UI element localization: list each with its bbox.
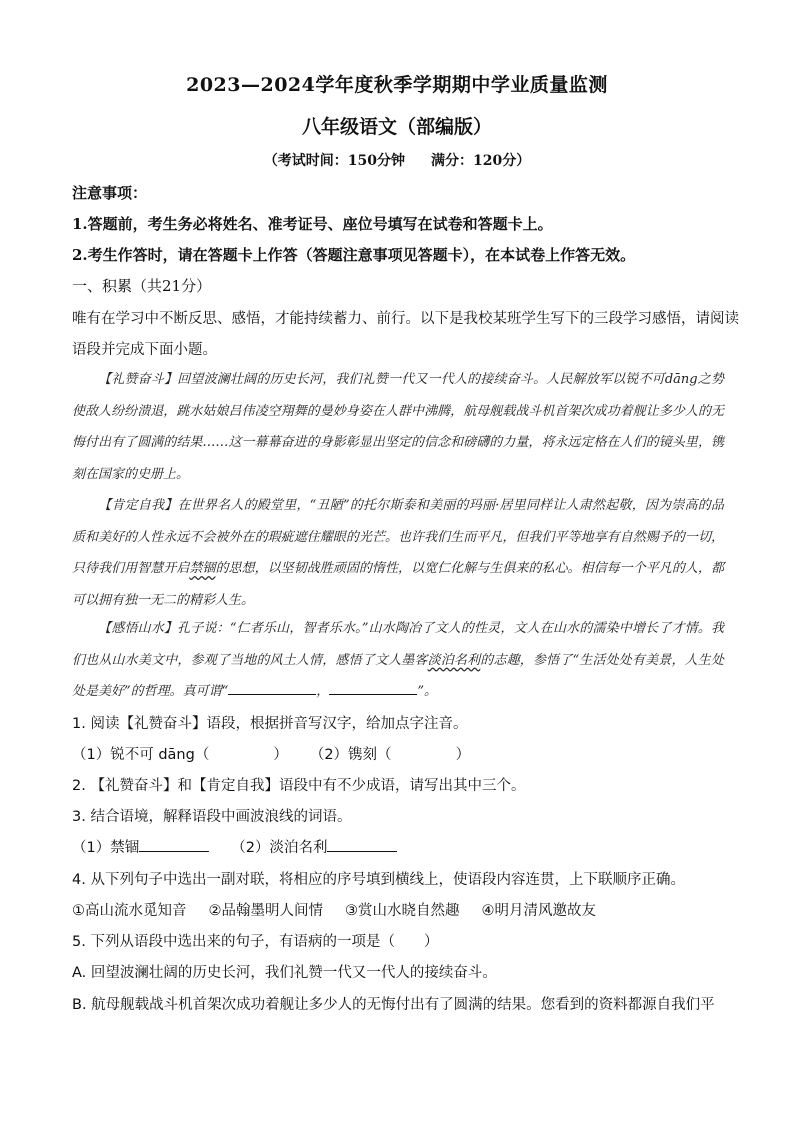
question-5-option-b: B. 航母舰载战斗机首架次成功着舰让多少人的无悔付出有了圆满的结果。您看到的资料都源自我们平 <box>72 997 715 1013</box>
passage-3-text-b: 的志趣，参悟了“生活处处有美景，人生处处是美好”的哲理。真可谓“ <box>72 652 724 699</box>
passage-1-text: 【礼赞奋斗】回望波澜壮阔的历史长河，我们礼赞一代又一代人的接续奋斗。人民解放军以锐不可dāng之势使敌人纷纷溃退，跳水姑娘吕伟凌空翔舞的曼妙身姿在人群中沸腾，航母舰载战斗机首架次成功着舰让多少人的无悔付出有了圆满的结果……这一幕幕奋进的身影彰显出坚定的信念和磅礴的力量，将永远定格在人们的镜头里，镌刻在国家的史册上。 <box>72 372 724 482</box>
passage-2-text-a: 【肯定自我】在世界名人的殿堂里，“丑陋”的托尔斯泰和美丽的玛丽·居里同样让人肃然起敬，因为崇高的品质和美好的人性永远不会被外在的瑕疵遮住耀眼的光芒。也许我们生而平凡，但我们平等地享有自然赐予的一切，只待我们用智慧开启 <box>72 498 724 576</box>
q1-part-a-close: ） <box>273 747 288 763</box>
q4-option-4: ④明月清风邀故友 <box>481 903 596 919</box>
passage-3-comma: ， <box>316 684 330 699</box>
q3-part-b: （2）淡泊名利 <box>231 840 328 856</box>
exam-title: 2023—2024学年度秋季学期期中学业质量监测 <box>186 74 608 96</box>
couplet-blank-1[interactable] <box>228 680 316 695</box>
q4-option-1: ①高山流水觅知音 <box>72 903 187 919</box>
notice-item-2: 2.考生作答时，请在答题卡上作答（答题注意事项见答题卡），在本试卷上作答无效。 <box>72 246 636 264</box>
intro-line-2: 语段并完成下面小题。 <box>72 342 217 358</box>
q1-part-b: （2）镌刻（ <box>309 747 392 763</box>
question-4: 4. 从下列句子中选出一副对联，将相应的序号填到横线上，使语段内容连贯，上下联顺序正确。 <box>72 872 685 888</box>
q3-answer-blank-a[interactable] <box>139 837 209 852</box>
question-5-option-a: A. 回望波澜壮阔的历史长河，我们礼赞一代又一代人的接续奋斗。 <box>72 965 497 981</box>
wavy-word-danbo: 淡泊名利 <box>427 652 481 668</box>
question-1: 1. 阅读【礼赞奋斗】语段，根据拼音写汉字，给加点字注音。 <box>72 716 468 732</box>
question-3-parts <box>72 836 732 857</box>
question-5: 5. 下列从语段中选出来的句子，有语病的一项是（ ） <box>72 934 439 950</box>
q1-part-a: （1）锐不可 dāng（ <box>72 747 210 763</box>
passage-3-end: ”。 <box>417 684 437 699</box>
exam-subtitle: 八年级语文（部编版） <box>301 116 492 138</box>
q3-answer-blank-b[interactable] <box>327 837 397 852</box>
q4-option-3: ③赏山水晓自然趣 <box>345 903 460 919</box>
full-score: 满分：120分） <box>431 153 531 169</box>
section-heading: 一、积累（共21分） <box>72 277 212 295</box>
notice-label: 注意事项： <box>72 184 148 202</box>
question-3: 3. 结合语境，解释语段中画波浪线的词语。 <box>72 809 352 825</box>
passage-landscape <box>72 613 724 708</box>
passage-3-text-a: 【感悟山水】孔子说：“仁者乐山，智者乐水。”山水陶冶了文人的性灵，文人在山水的濡染中增长了才情。我们也从山水美文中，参观了当地的风土人情，感悟了文人墨客 <box>72 621 724 668</box>
passage-praise-struggle <box>72 364 724 490</box>
notice-item-1: 1.答题前，考生务必将姓名、准考证号、座位号填写在试卷和答题卡上。 <box>72 215 553 233</box>
exam-info <box>0 150 794 170</box>
question-2: 2. 【礼赞奋斗】和【肯定自我】语段中有不少成语，请写出其中三个。 <box>72 778 526 794</box>
question-1-parts <box>72 743 732 764</box>
wavy-word-jingu: 禁锢 <box>189 561 216 576</box>
intro-line-1: 唯有在学习中不断反思、感悟，才能持续蓄力、前行。以下是我校某班学生写下的三段学习感悟，请阅读 <box>72 311 739 327</box>
q4-option-2: ②品翰墨明人间情 <box>208 903 323 919</box>
q3-part-a: （1）禁锢 <box>72 840 140 856</box>
passage-2-text-b: 的思想，以坚韧战胜顽固的惰性，以宽仁化解与生俱来的私心。相信每一个平凡的人，都可以拥有独一无二的精彩人生。 <box>72 561 724 608</box>
couplet-blank-2[interactable] <box>329 680 417 695</box>
question-4-options <box>72 899 732 920</box>
q1-part-b-close: ） <box>455 747 471 763</box>
exam-time: （考试时间：150分钟 <box>263 153 405 169</box>
passage-affirm-self <box>72 490 724 616</box>
